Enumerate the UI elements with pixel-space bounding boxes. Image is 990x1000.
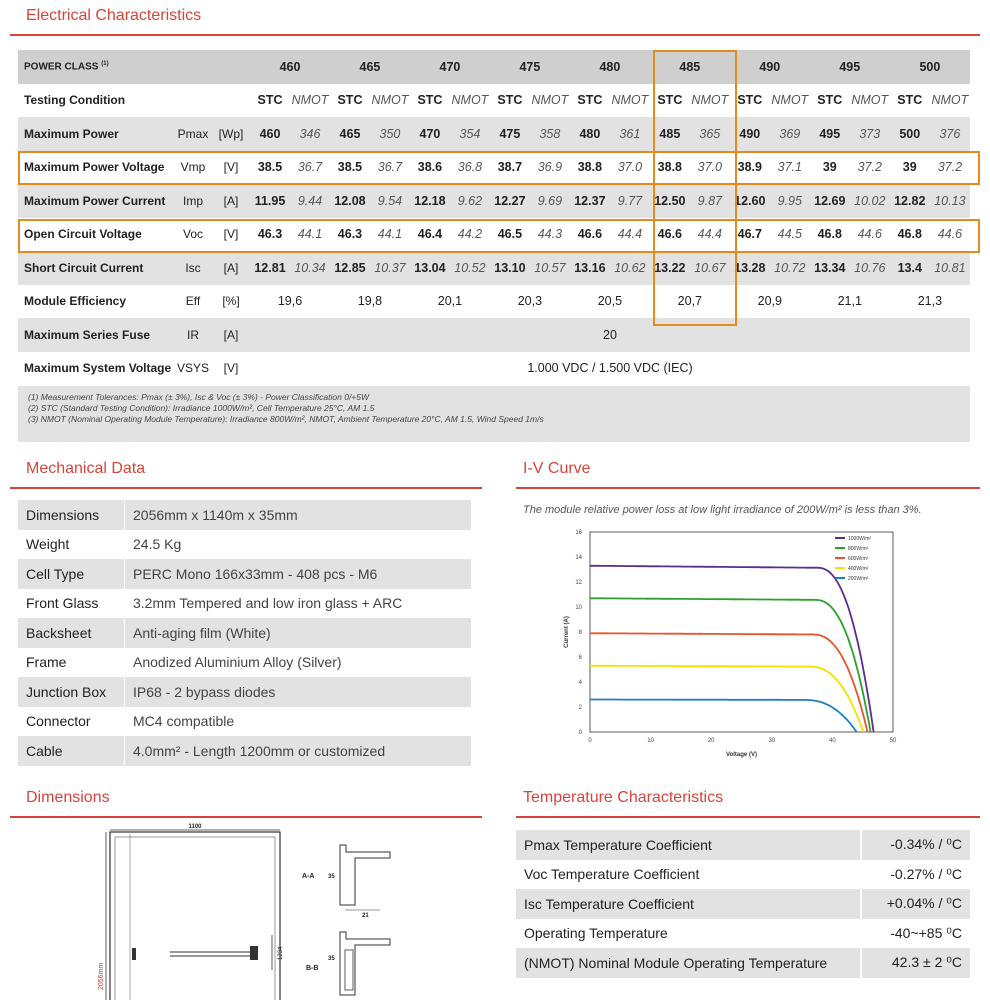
row-maximum-series-fuse <box>18 318 970 352</box>
power-class-475: 475 <box>490 50 570 84</box>
x-axis-label: Voltage (V) <box>726 752 757 758</box>
stc-value: 46.6 <box>650 218 690 252</box>
power-class-470: 470 <box>410 50 490 84</box>
nmot-value: 376 <box>930 117 970 151</box>
y-tick-label: 4 <box>578 680 582 686</box>
stc-value: 46.4 <box>410 218 450 252</box>
note-3: (3) NMOT (Nominal Operating Module Temperature): Irradiance 800W/m², NMOT, Ambient Temperature 20°C, AM 1.5, Wind Speed 1m/s <box>28 414 544 424</box>
legend-label-0: 1000W/m² <box>848 536 872 542</box>
nmot-value: 10.02 <box>850 184 890 218</box>
nmot-value: 10.76 <box>850 251 890 285</box>
electrical-rule <box>10 34 980 36</box>
stc-value: 46.8 <box>890 218 930 252</box>
mech-value: 4.0mm² - Length 1200mm or customized <box>125 736 472 766</box>
mech-row <box>18 648 471 678</box>
legend-label-4: 200W/m² <box>848 576 869 582</box>
mech-row <box>18 530 471 560</box>
note-1: (1) Measurement Tolerances: Pmax (± 3%), Isc & Voc (± 3%) - Power Classification 0/+5W <box>28 392 370 402</box>
nmot-label: NMOT <box>450 84 490 118</box>
row-module-efficiency <box>18 285 970 319</box>
temp-row <box>516 830 970 860</box>
mech-key: Cable <box>18 736 125 766</box>
width-label: 1100 <box>188 824 202 830</box>
nmot-value: 44.5 <box>770 218 810 252</box>
nmot-label: NMOT <box>930 84 970 118</box>
stc-value: 11.95 <box>250 184 290 218</box>
y-tick-label: 2 <box>578 705 582 711</box>
bb-height-label: 35 <box>328 956 335 962</box>
stc-value: 38.8 <box>570 151 610 185</box>
cable-connector-left <box>132 948 136 960</box>
stc-value: 12.37 <box>570 184 610 218</box>
dimensions-title: Dimensions <box>26 789 110 806</box>
row-symbol: Isc <box>174 251 212 285</box>
nmot-value: 36.7 <box>370 151 410 185</box>
nmot-value: 36.9 <box>530 151 570 185</box>
row-symbol: Eff <box>174 285 212 319</box>
stc-value: 38.5 <box>330 151 370 185</box>
electrical-notes <box>18 386 970 442</box>
mechanical-rule <box>10 487 482 489</box>
junction-box <box>250 946 258 960</box>
nmot-value: 36.7 <box>290 151 330 185</box>
span-value: 1.000 VDC / 1.500 VDC (IEC) <box>250 352 970 386</box>
x-tick-label: 0 <box>588 738 592 744</box>
iv-curve-title: I-V Curve <box>523 460 591 477</box>
power-class-row <box>18 50 970 84</box>
power-class-460: 460 <box>250 50 330 84</box>
temp-value: -0.27% / ⁰C <box>861 860 970 890</box>
efficiency-value: 19,8 <box>330 285 410 319</box>
y-tick-label: 16 <box>575 530 582 536</box>
series-line-2 <box>590 633 868 732</box>
row-maximum-power <box>18 117 970 151</box>
nmot-value: 37.2 <box>850 151 890 185</box>
row-unit: [V] <box>212 352 250 386</box>
power-class-label <box>18 50 250 84</box>
row-symbol: Vmp <box>174 151 212 185</box>
stc-value: 38.7 <box>490 151 530 185</box>
nmot-value: 9.87 <box>690 184 730 218</box>
nmot-value: 10.81 <box>930 251 970 285</box>
aa-height-label: 35 <box>328 874 335 880</box>
panel-inner-outline <box>115 837 275 1000</box>
power-class-465: 465 <box>330 50 410 84</box>
nmot-value: 10.37 <box>370 251 410 285</box>
stc-value: 13.22 <box>650 251 690 285</box>
y-tick-label: 0 <box>578 730 582 736</box>
stc-value: 38.6 <box>410 151 450 185</box>
y-tick-label: 12 <box>575 580 582 586</box>
stc-value: 470 <box>410 117 450 151</box>
row-open-circuit-voltage <box>18 218 970 252</box>
stc-label: STC <box>890 84 930 118</box>
stc-value: 38.8 <box>650 151 690 185</box>
row-short-circuit-current <box>18 251 970 285</box>
stc-value: 490 <box>730 117 770 151</box>
nmot-value: 365 <box>690 117 730 151</box>
nmot-value: 9.69 <box>530 184 570 218</box>
temp-row <box>516 948 970 978</box>
mech-value: Anodized Aluminium Alloy (Silver) <box>125 648 472 678</box>
row-unit <box>212 84 250 118</box>
mechanical-title: Mechanical Data <box>26 460 146 477</box>
mechanical-table <box>18 500 471 766</box>
row-unit: [V] <box>212 218 250 252</box>
stc-value: 465 <box>330 117 370 151</box>
nmot-value: 10.52 <box>450 251 490 285</box>
mech-row <box>18 736 471 766</box>
nmot-value: 44.4 <box>610 218 650 252</box>
stc-value: 12.18 <box>410 184 450 218</box>
nmot-value: 358 <box>530 117 570 151</box>
section-bb-inner <box>345 950 353 990</box>
stc-value: 12.50 <box>650 184 690 218</box>
height-label: 2056mm <box>98 962 105 990</box>
stc-value: 12.85 <box>330 251 370 285</box>
stc-value: 39 <box>890 151 930 185</box>
mech-value: Anti-aging film (White) <box>125 618 472 648</box>
row-unit: [%] <box>212 285 250 319</box>
stc-value: 485 <box>650 117 690 151</box>
row-symbol: Imp <box>174 184 212 218</box>
efficiency-value: 20,7 <box>650 285 730 319</box>
nmot-value: 9.77 <box>610 184 650 218</box>
temp-key: Pmax Temperature Coefficient <box>516 830 861 860</box>
side-label: 1234 <box>278 946 284 960</box>
row-symbol: Voc <box>174 218 212 252</box>
x-tick-label: 40 <box>829 738 836 744</box>
row-label: Maximum Power Voltage <box>18 151 174 185</box>
electrical-table <box>18 50 970 385</box>
legend-label-1: 800W/m² <box>848 546 869 552</box>
plot-frame <box>590 532 893 732</box>
stc-value: 46.3 <box>330 218 370 252</box>
span-value: 20 <box>250 318 970 352</box>
nmot-value: 37.2 <box>930 151 970 185</box>
efficiency-value: 20,5 <box>570 285 650 319</box>
efficiency-value: 20,3 <box>490 285 570 319</box>
temp-key: (NMOT) Nominal Module Operating Temperature <box>516 948 861 978</box>
row-symbol: Pmax <box>174 117 212 151</box>
stc-label: STC <box>730 84 770 118</box>
nmot-value: 373 <box>850 117 890 151</box>
stc-value: 46.7 <box>730 218 770 252</box>
mech-key: Junction Box <box>18 677 125 707</box>
nmot-value: 9.62 <box>450 184 490 218</box>
stc-value: 13.4 <box>890 251 930 285</box>
nmot-label: NMOT <box>370 84 410 118</box>
stc-value: 38.5 <box>250 151 290 185</box>
temp-value: -0.34% / ⁰C <box>861 830 970 860</box>
efficiency-value: 20,1 <box>410 285 490 319</box>
dimensions-rule <box>10 816 482 818</box>
mech-row <box>18 500 471 530</box>
stc-value: 475 <box>490 117 530 151</box>
nmot-value: 44.1 <box>370 218 410 252</box>
mech-row <box>18 618 471 648</box>
temp-row <box>516 889 970 919</box>
stc-value: 12.60 <box>730 184 770 218</box>
note-2: (2) STC (Standard Testing Condition): Irradiance 1000W/m², Cell Temperature 25°C, AM 1.5 <box>28 403 375 413</box>
legend-label-3: 400W/m² <box>848 566 869 572</box>
nmot-value: 10.67 <box>690 251 730 285</box>
stc-value: 13.10 <box>490 251 530 285</box>
row-label: Maximum Series Fuse <box>18 318 174 352</box>
mech-row <box>18 677 471 707</box>
temp-key: Operating Temperature <box>524 925 668 942</box>
stc-value: 500 <box>890 117 930 151</box>
nmot-value: 37.0 <box>610 151 650 185</box>
mech-value: 24.5 Kg <box>125 530 472 560</box>
nmot-value: 37.1 <box>770 151 810 185</box>
stc-value: 38.9 <box>730 151 770 185</box>
temp-value: 42.3 ± 2 ⁰C <box>861 948 970 978</box>
y-tick-label: 10 <box>575 605 582 611</box>
nmot-label: NMOT <box>290 84 330 118</box>
power-class-495: 495 <box>810 50 890 84</box>
stc-value: 13.04 <box>410 251 450 285</box>
stc-value: 495 <box>810 117 850 151</box>
power-class-480: 480 <box>570 50 650 84</box>
nmot-value: 9.95 <box>770 184 810 218</box>
row-testing-condition <box>18 84 970 118</box>
y-tick-label: 14 <box>575 555 582 561</box>
mech-row <box>18 559 471 589</box>
y-axis-label: Current (A) <box>564 616 570 648</box>
temp-row <box>516 919 970 949</box>
iv-curve-subtitle: The module relative power loss at low light irradiance of 200W/m² is less than 3%. <box>523 504 922 516</box>
row-symbol <box>174 84 212 118</box>
nmot-value: 37.0 <box>690 151 730 185</box>
nmot-value: 369 <box>770 117 810 151</box>
row-label: Open Circuit Voltage <box>18 218 174 252</box>
nmot-value: 361 <box>610 117 650 151</box>
row-unit: [A] <box>212 184 250 218</box>
temperature-table <box>516 830 970 978</box>
nmot-value: 10.72 <box>770 251 810 285</box>
stc-value: 13.34 <box>810 251 850 285</box>
stc-label: STC <box>490 84 530 118</box>
power-class-485: 485 <box>650 50 730 84</box>
stc-value: 460 <box>250 117 290 151</box>
stc-value: 46.6 <box>570 218 610 252</box>
mech-key: Front Glass <box>26 595 99 612</box>
row-maximum-power-current <box>18 184 970 218</box>
stc-label: STC <box>250 84 290 118</box>
power-class-500: 500 <box>890 50 970 84</box>
nmot-label: NMOT <box>610 84 650 118</box>
nmot-value: 350 <box>370 117 410 151</box>
row-symbol: IR <box>174 318 212 352</box>
stc-value: 480 <box>570 117 610 151</box>
stc-value: 12.69 <box>810 184 850 218</box>
efficiency-value: 21,3 <box>890 285 970 319</box>
nmot-value: 36.8 <box>450 151 490 185</box>
nmot-value: 9.44 <box>290 184 330 218</box>
stc-value: 12.08 <box>330 184 370 218</box>
iv-curve-chart <box>540 520 920 765</box>
mech-value: MC4 compatible <box>125 707 472 737</box>
row-maximum-system-voltage <box>18 352 970 386</box>
nmot-value: 346 <box>290 117 330 151</box>
stc-value: 46.3 <box>250 218 290 252</box>
nmot-value: 44.4 <box>690 218 730 252</box>
mech-row <box>18 707 471 737</box>
stc-label: STC <box>650 84 690 118</box>
mech-key: Connector <box>26 713 91 730</box>
nmot-value: 10.34 <box>290 251 330 285</box>
nmot-value: 44.2 <box>450 218 490 252</box>
row-label: Module Efficiency <box>18 285 174 319</box>
nmot-label: NMOT <box>770 84 810 118</box>
x-tick-label: 30 <box>768 738 776 744</box>
power-class-490: 490 <box>730 50 810 84</box>
row-label: Maximum Power Current <box>18 184 174 218</box>
nmot-value: 10.62 <box>610 251 650 285</box>
power-class-sup: (1) <box>101 61 109 68</box>
mech-value: PERC Mono 166x33mm - 408 pcs - M6 <box>125 559 472 589</box>
section-bb-label: B-B <box>306 965 319 972</box>
stc-label: STC <box>570 84 610 118</box>
nmot-label: NMOT <box>690 84 730 118</box>
row-maximum-power-voltage <box>18 151 970 185</box>
efficiency-value: 21,1 <box>810 285 890 319</box>
y-tick-label: 6 <box>578 655 582 661</box>
stc-value: 46.5 <box>490 218 530 252</box>
nmot-value: 44.3 <box>530 218 570 252</box>
temperature-rule <box>516 816 980 818</box>
nmot-label: NMOT <box>850 84 890 118</box>
power-class-text: POWER CLASS <box>24 61 99 73</box>
aa-width-label: 21 <box>362 913 369 919</box>
efficiency-value: 20,9 <box>730 285 810 319</box>
row-label: Maximum Power <box>18 117 174 151</box>
temp-key: Voc Temperature Coefficient <box>524 866 700 883</box>
nmot-value: 10.57 <box>530 251 570 285</box>
stc-value: 39 <box>810 151 850 185</box>
row-label: Testing Condition <box>18 84 174 118</box>
panel-outline <box>110 832 280 1000</box>
mech-value: 3.2mm Tempered and low iron glass + ARC <box>125 589 472 619</box>
iv-curve-rule <box>516 487 980 489</box>
section-aa-label: A-A <box>302 873 315 880</box>
row-label: Maximum System Voltage <box>18 352 174 386</box>
x-tick-label: 50 <box>889 738 897 744</box>
section-aa-profile <box>340 845 390 905</box>
stc-value: 12.27 <box>490 184 530 218</box>
row-unit: [A] <box>212 318 250 352</box>
row-unit: [Wp] <box>212 117 250 151</box>
stc-value: 12.81 <box>250 251 290 285</box>
y-tick-label: 8 <box>578 630 582 636</box>
mech-key: Weight <box>26 536 70 553</box>
stc-label: STC <box>410 84 450 118</box>
nmot-value: 9.54 <box>370 184 410 218</box>
nmot-value: 44.6 <box>850 218 890 252</box>
efficiency-value: 19,6 <box>250 285 330 319</box>
row-symbol: VSYS <box>174 352 212 386</box>
nmot-value: 44.6 <box>930 218 970 252</box>
temp-row <box>516 860 970 890</box>
temp-value: -40~+85 ⁰C <box>861 919 970 949</box>
temp-value: +0.04% / ⁰C <box>861 889 970 919</box>
mech-row <box>18 589 471 619</box>
stc-value: 13.28 <box>730 251 770 285</box>
mech-value: IP68 - 2 bypass diodes <box>125 677 472 707</box>
row-unit: [A] <box>212 251 250 285</box>
nmot-value: 10.13 <box>930 184 970 218</box>
mech-key: Cell Type <box>18 559 125 589</box>
mech-key: Frame <box>26 654 67 671</box>
dimensions-drawing <box>10 820 490 1000</box>
temperature-title: Temperature Characteristics <box>523 789 724 806</box>
legend-label-2: 600W/m² <box>848 556 869 562</box>
stc-value: 12.82 <box>890 184 930 218</box>
temp-key: Isc Temperature Coefficient <box>516 889 861 919</box>
series-line-4 <box>590 700 857 733</box>
mech-value: 2056mm x 1140m x 35mm <box>125 500 472 530</box>
x-tick-label: 10 <box>647 738 654 744</box>
nmot-label: NMOT <box>530 84 570 118</box>
mech-key: Dimensions <box>18 500 125 530</box>
x-tick-label: 20 <box>707 738 715 744</box>
stc-label: STC <box>810 84 850 118</box>
nmot-value: 354 <box>450 117 490 151</box>
stc-label: STC <box>330 84 370 118</box>
row-unit: [V] <box>212 151 250 185</box>
row-label: Short Circuit Current <box>18 251 174 285</box>
section-bb-profile <box>340 932 390 995</box>
stc-value: 13.16 <box>570 251 610 285</box>
mech-key: Backsheet <box>18 618 125 648</box>
electrical-title: Electrical Characteristics <box>26 7 202 24</box>
stc-value: 46.8 <box>810 218 850 252</box>
nmot-value: 44.1 <box>290 218 330 252</box>
